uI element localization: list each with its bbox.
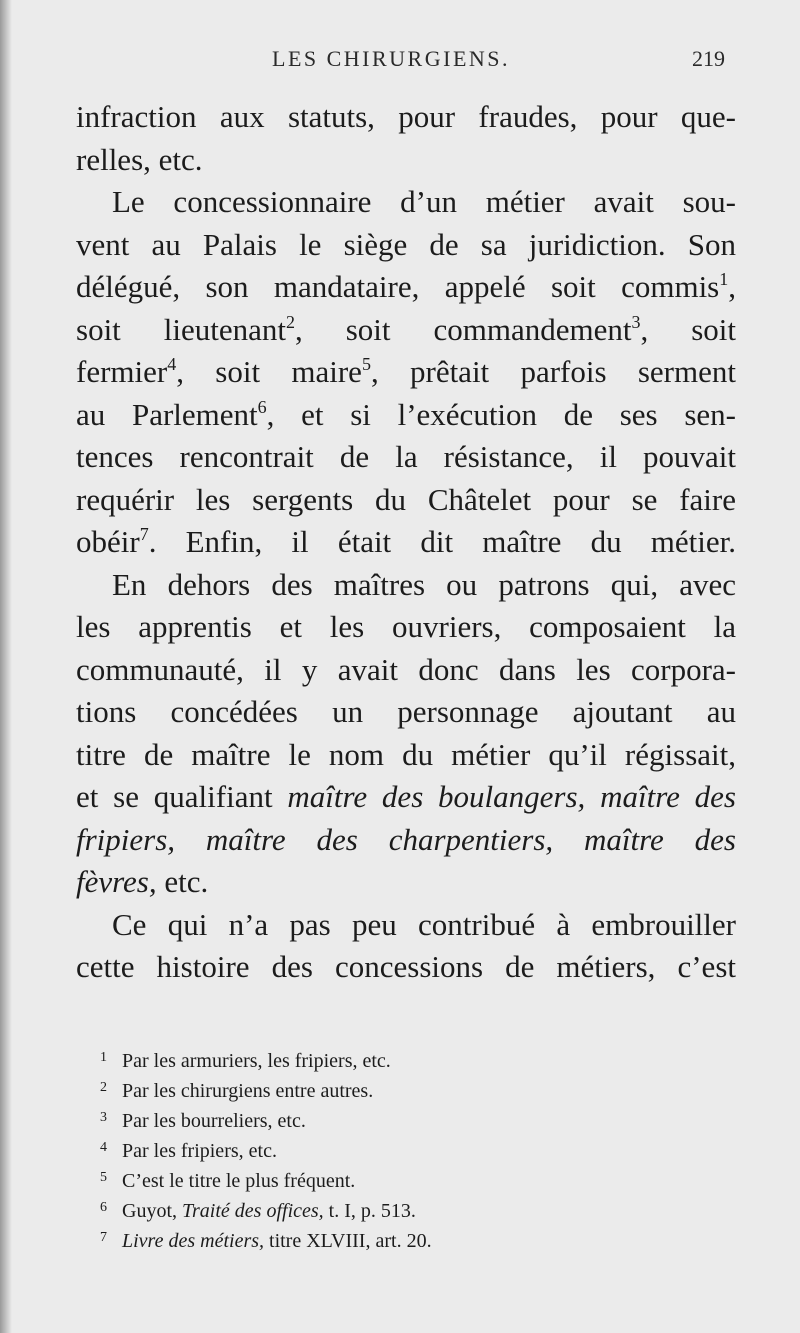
footnote-ref: 6 [257,396,267,417]
footnote-number: 4 [100,1140,107,1155]
footnote: 3 Par les bourreliers, etc. [100,1103,620,1133]
text-line: les apprentis et les ouvriers, composaient la [76,609,736,644]
text-line: obéir$^7$. Enfin, il était dit maître du métier. [76,524,736,559]
footnote-number: 5 [100,1170,107,1185]
text-line: soit lieutenant$^2$, soit commandement$^3$, soit [76,311,736,347]
footnote-number: 1 [100,1050,107,1065]
running-title: LES CHIRURGIENS. [272,46,511,71]
footnote: 6 Guyot, Traité des offices, t. I, p. 513. [100,1193,620,1223]
page-header [0,40,800,80]
text-line: au Parlement$^6$, et si l’exécution de ses sen- [76,396,736,432]
text-line: relles, etc. [76,141,203,177]
text-line: En dehors des maîtres ou patrons qui, avec [112,566,736,602]
footnote-number: 3 [100,1110,107,1125]
text-line: fripiers, maître des charpentiers, maître des [76,821,736,857]
text-line: et se qualifiant maître des boulangers, maître des [76,779,736,814]
text-line: tions concédées un personnage ajoutant au [76,694,736,729]
text-line: Ce qui n’a pas peu contribué à embrouiller [112,906,736,942]
text-line: délégué, son mandataire, appelé soit commis$^1$, [76,269,736,304]
footnote-ref: 4 [167,354,177,374]
footnote-ref: 3 [631,311,641,332]
text-line: titre de maître le nom du métier qu’il régissait, [76,736,736,772]
text-line: infraction aux statuts, pour fraudes, pour que- [76,99,736,134]
footnote-number: 6 [100,1200,107,1215]
footnote: 5 C’est le titre le plus fréquent. [100,1163,620,1193]
footnote-ref: 2 [286,311,295,332]
main-text [76,96,736,989]
text-line: tences rencontrait de la résistance, il pouvait [76,439,736,474]
footnotes [100,1043,620,1253]
footnote: 4 Par les fripiers, etc. [100,1133,620,1163]
footnote-ref: 7 [139,524,149,544]
footnote-number: 2 [100,1080,107,1095]
page-number: 219 [692,46,725,71]
footnote: 7 Livre des métiers, titre XLVIII, art. 20. [100,1223,620,1253]
text-line: Le concessionnaire d’un métier avait sou- [112,184,736,219]
text-line: cette histoire des concessions de métiers, c’est [76,949,736,984]
footnote-ref: 1 [719,269,729,289]
footnote-number: 7 [100,1230,107,1245]
text-line: fèvres, etc. [76,864,209,899]
text-line: fermier$^4$, soit maire$^5$, prêtait parfois serment [76,354,736,389]
text-line: requérir les sergents du Châtelet pour se faire [76,481,736,517]
footnote: 1 Par les armuriers, les fripiers, etc. [100,1043,620,1073]
text-line: vent au Palais le siège de sa juridiction. Son [76,226,736,262]
text-line: communauté, il y avait donc dans les corpora- [76,651,736,687]
footnote-ref: 5 [361,354,371,374]
footnote: 2 Par les chirurgiens entre autres. [100,1073,620,1103]
